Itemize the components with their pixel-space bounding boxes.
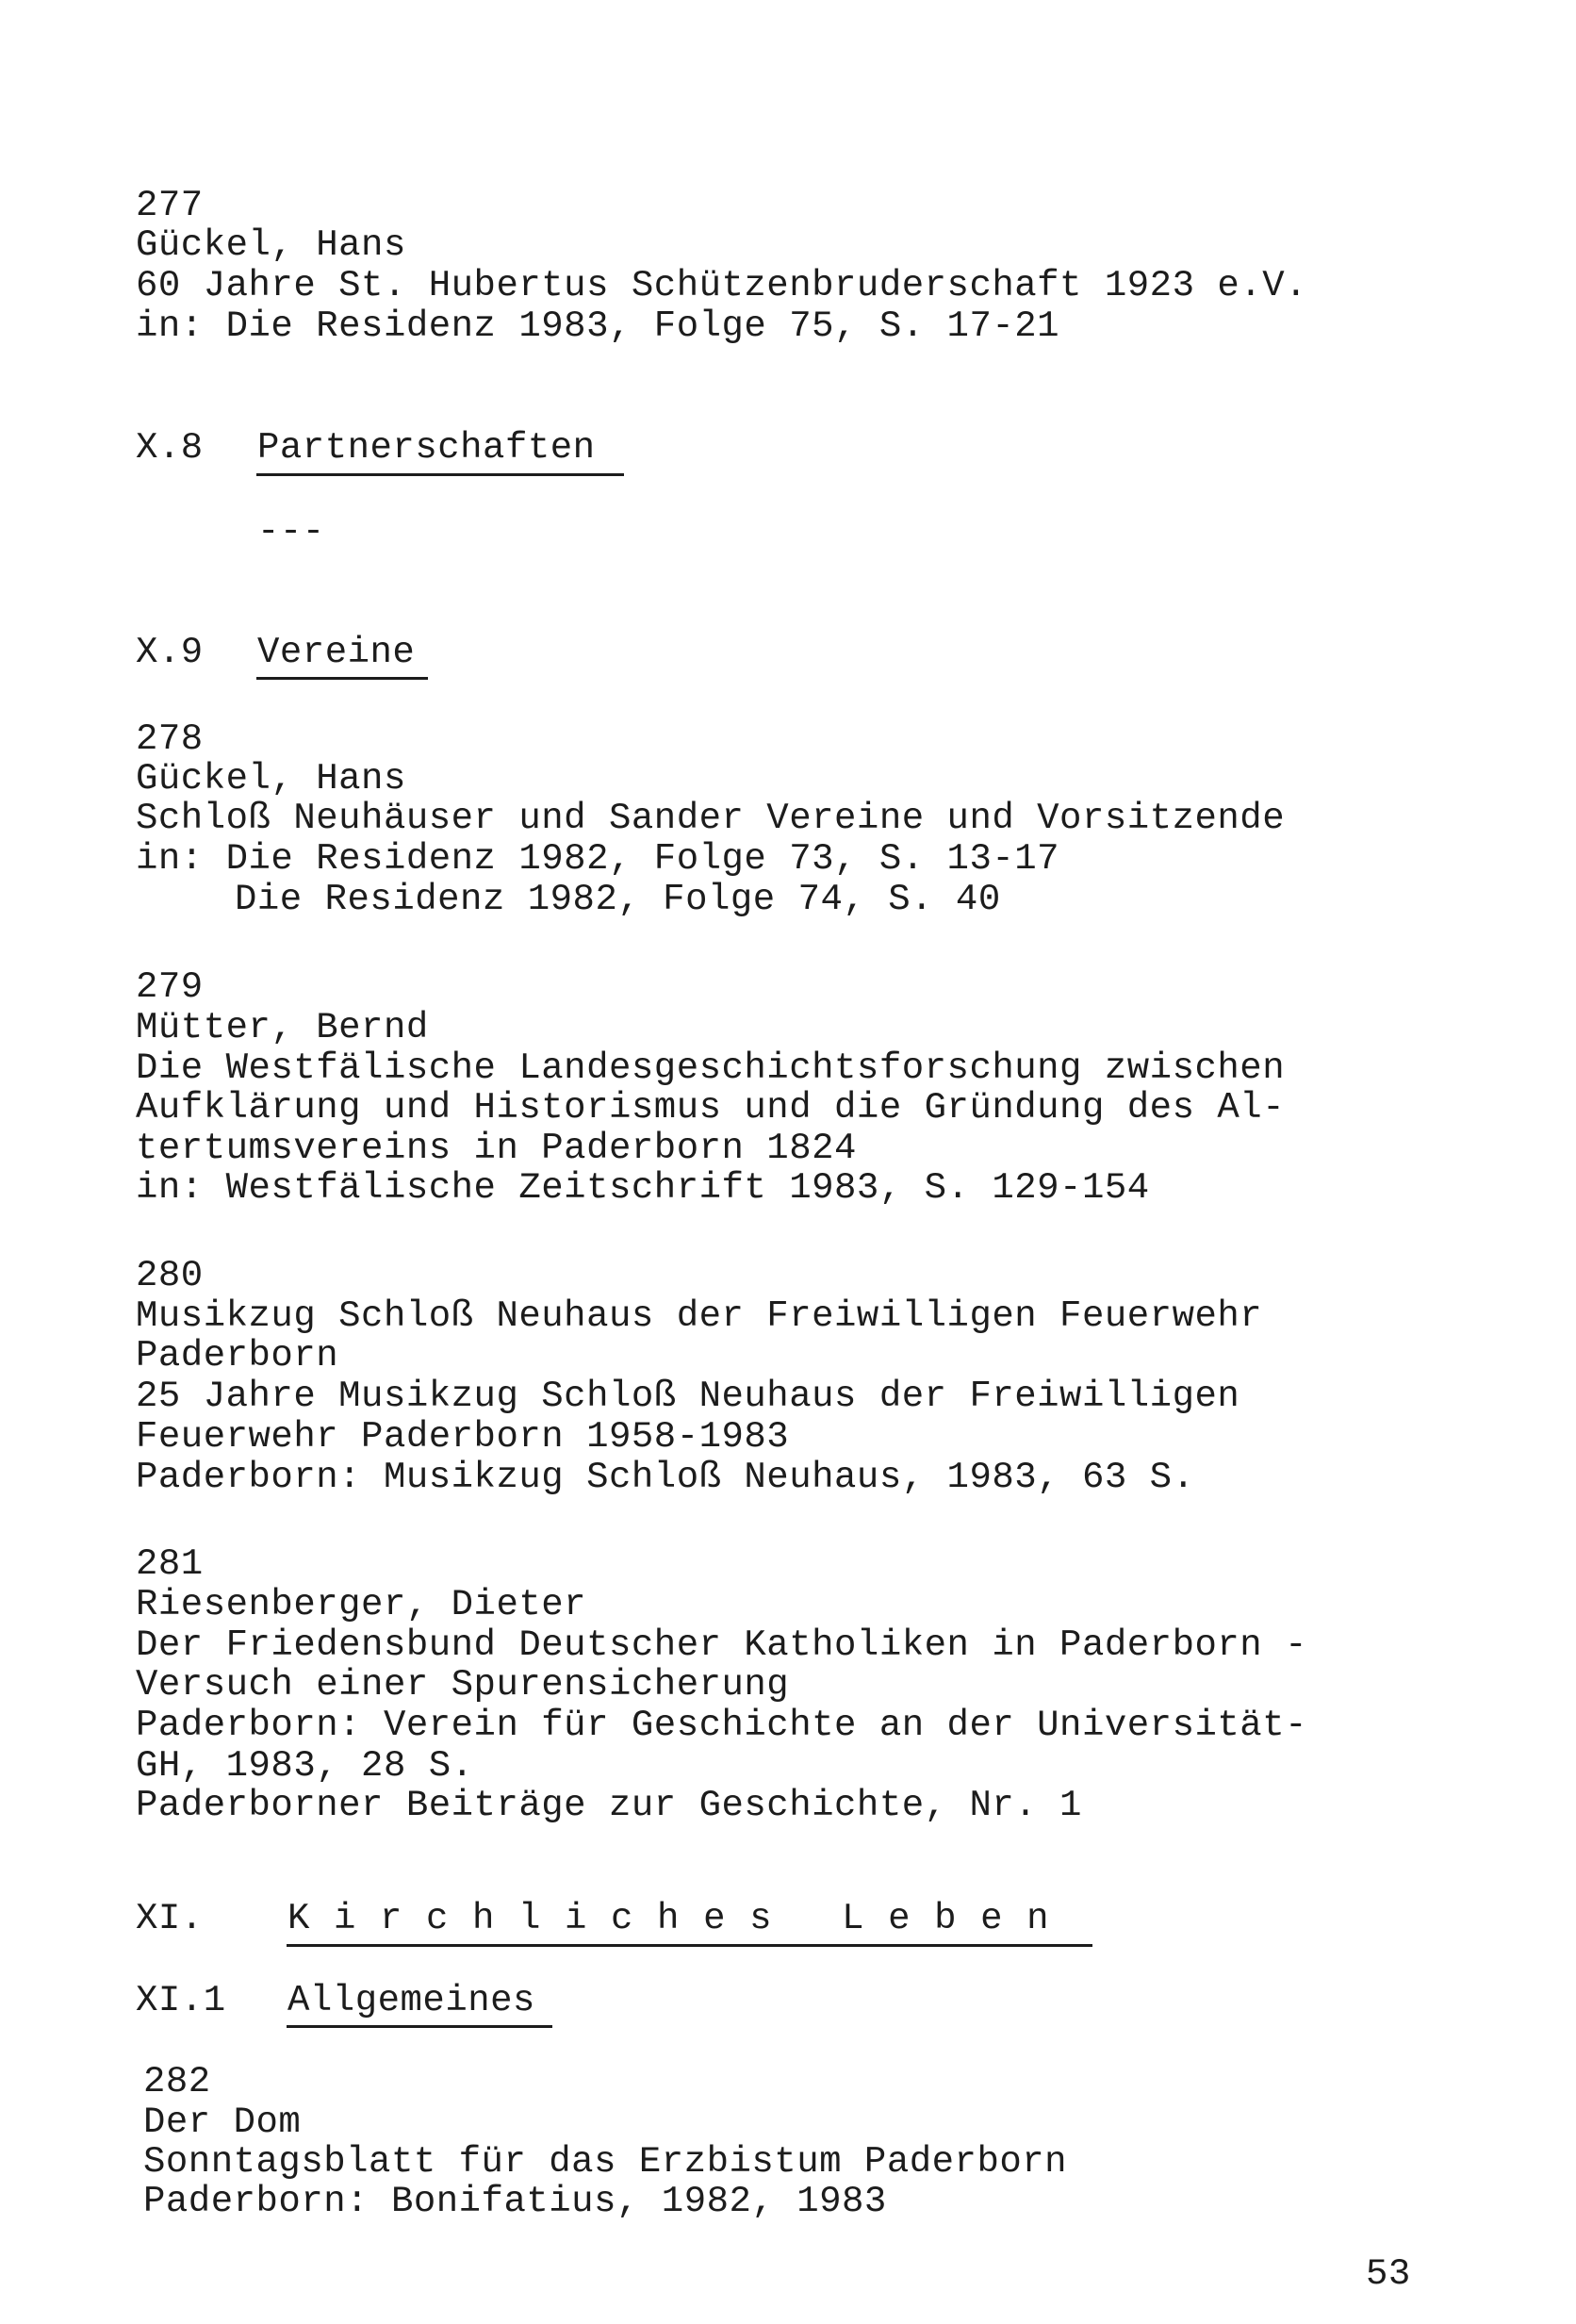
entry-number: 278 bbox=[136, 718, 204, 760]
section-number: X.8 bbox=[136, 427, 204, 469]
entry-publication: Paderborn: Bonifatius, 1982, 1983 bbox=[143, 2181, 887, 2222]
entry-publication: GH, 1983, 28 S. bbox=[136, 1745, 474, 1787]
entry-publication: Paderborn: Musikzug Schloß Neuhaus, 1983, 63 S. bbox=[136, 1457, 1195, 1498]
chapter-number: XI. bbox=[136, 1898, 204, 1939]
section-number: X.9 bbox=[136, 632, 204, 673]
entry-author: Riesenberger, Dieter bbox=[136, 1584, 587, 1625]
entry-author: Paderborn bbox=[136, 1335, 339, 1376]
entry-number: 280 bbox=[136, 1255, 204, 1296]
entry-number: 279 bbox=[136, 966, 204, 1008]
section-title-underline bbox=[256, 473, 624, 476]
entry-author: Mütter, Bernd bbox=[136, 1007, 429, 1048]
entry-title: tertumsvereins in Paderborn 1824 bbox=[136, 1128, 857, 1169]
entry-title: Feuerwehr Paderborn 1958-1983 bbox=[136, 1416, 790, 1458]
section-title: Vereine bbox=[257, 632, 416, 673]
entry-source: Die Residenz 1982, Folge 74, S. 40 bbox=[235, 879, 1001, 920]
entry-title: Sonntagsblatt für das Erzbistum Paderborn bbox=[143, 2141, 1068, 2183]
entry-title: Der Friedensbund Deutscher Katholiken in Paderborn - bbox=[136, 1624, 1307, 1666]
chapter-title-underline bbox=[287, 1944, 1092, 1947]
entry-title: Aufklärung und Historismus und die Gründung des Al- bbox=[136, 1087, 1286, 1129]
entry-source: in: Die Residenz 1983, Folge 75, S. 17-21 bbox=[136, 305, 1060, 347]
section-title: Partnerschaften bbox=[257, 427, 596, 469]
section-title-underline bbox=[256, 677, 428, 680]
section-title-underline bbox=[287, 2025, 552, 2028]
entry-series: Paderborner Beiträge zur Geschichte, Nr. 1 bbox=[136, 1785, 1082, 1826]
entry-number: 281 bbox=[136, 1543, 204, 1585]
section-title: Allgemeines bbox=[287, 1980, 535, 2021]
entry-author: Der Dom bbox=[143, 2101, 302, 2143]
entry-title: 25 Jahre Musikzug Schloß Neuhaus der Freiwilligen bbox=[136, 1376, 1240, 1417]
page-number: 53 bbox=[1366, 2253, 1411, 2295]
entry-number: 282 bbox=[143, 2061, 211, 2102]
entry-title: Schloß Neuhäuser und Sander Vereine und Vorsitzende bbox=[136, 798, 1286, 839]
entry-number: 277 bbox=[136, 185, 204, 226]
entry-source: in: Westfälische Zeitschrift 1983, S. 129-154 bbox=[136, 1167, 1150, 1209]
section-placeholder: --- bbox=[257, 511, 325, 552]
section-number: XI.1 bbox=[136, 1980, 226, 2021]
entry-author: Gückel, Hans bbox=[136, 758, 406, 799]
entry-source: in: Die Residenz 1982, Folge 73, S. 13-17 bbox=[136, 838, 1060, 880]
entry-author: Musikzug Schloß Neuhaus der Freiwilligen Feuerwehr bbox=[136, 1295, 1263, 1337]
entry-title: Versuch einer Spurensicherung bbox=[136, 1664, 790, 1706]
entry-title: 60 Jahre St. Hubertus Schützenbruderschaft 1923 e.V. bbox=[136, 265, 1307, 306]
entry-author: Gückel, Hans bbox=[136, 224, 406, 266]
entry-title: Die Westfälische Landesgeschichtsforschung zwischen bbox=[136, 1047, 1286, 1089]
entry-publication: Paderborn: Verein für Geschichte an der Universität- bbox=[136, 1705, 1307, 1746]
chapter-title: K i r c h l i c h e s L e b e n bbox=[287, 1898, 1050, 1939]
